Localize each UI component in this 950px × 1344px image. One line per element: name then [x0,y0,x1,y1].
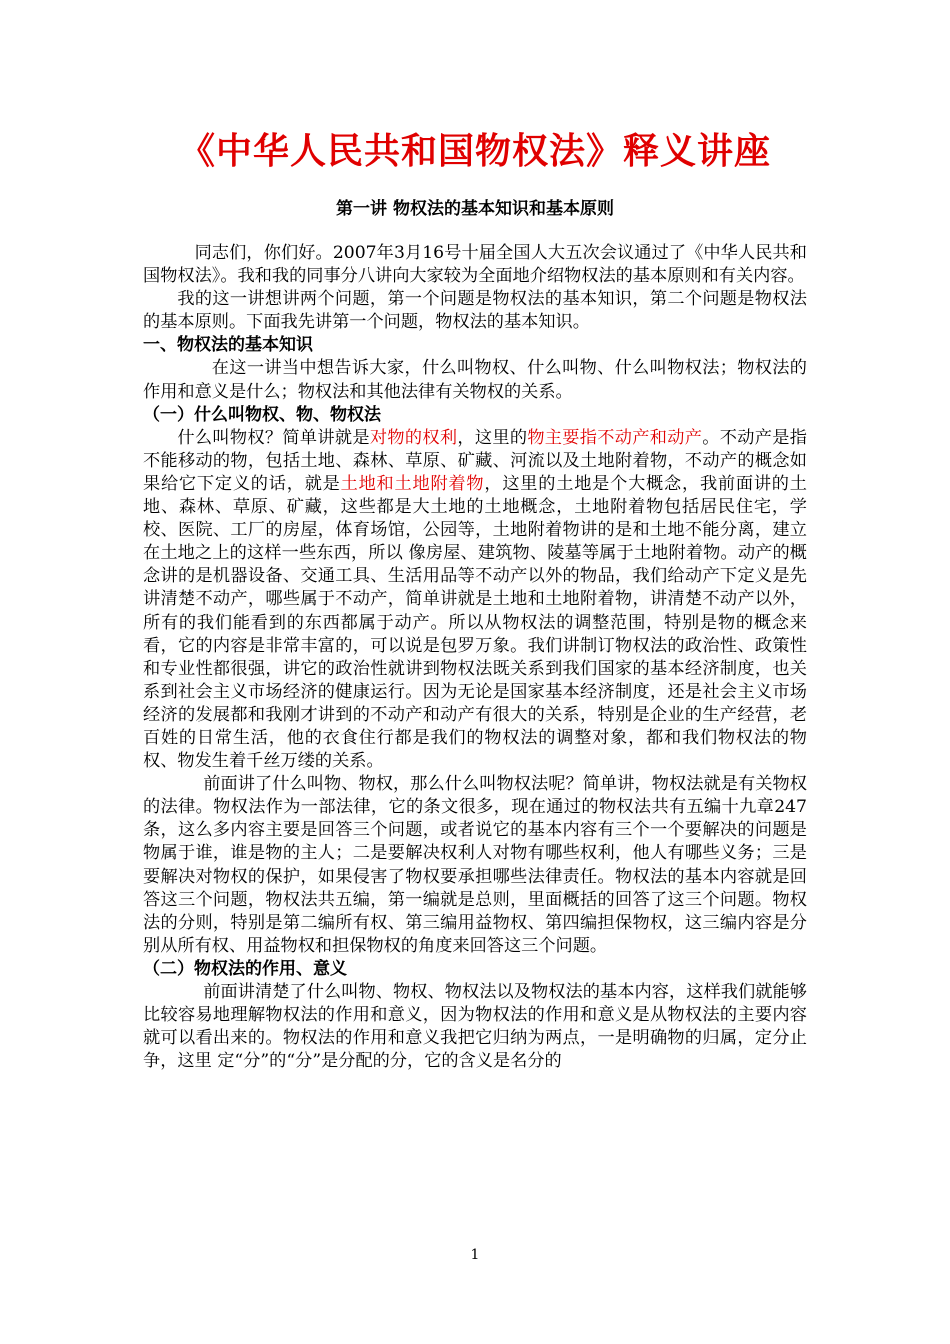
paragraph-property-rights [143,427,807,773]
emphasis-text: 土地和土地附着物 [340,473,485,494]
text-run: 什么叫物权？简单讲就是 [177,427,370,448]
text-run: ，这里的 [457,427,528,448]
emphasis-text: 物主要指不动产和动产 [527,427,703,448]
paragraph-greeting: 同志们，你们好。2007年3月16号十届全国人大五次会议通过了《中华人民共和国物权法》。我和我的同事分八讲向大家较为全面地介绍物权法的基本原则和有关内容。 [143,243,807,287]
paragraph-function: 前面讲清楚了什么叫物、物权、物权法以及物权法的基本内容，这样我们就能够比较容易地理解物权法的作用和意义，因为物权法的作用和意义是从物权法的主要内容就可以看出来的。物权法的作用和意义我把它归纳为两点，一是明确物的归属，定分止争，这里 定“分”的“分”是分配的分，它的含义是名分的 [143,982,807,1072]
paragraph-intro: 在这一讲当中想告诉大家，什么叫物权、什么叫物、什么叫物权法；物权法的作用和意义是什么；物权法和其他法律有关物权的关系。 [143,358,807,402]
document-body [143,240,807,1073]
subsection-heading-2: （二）物权法的作用、意义 [143,958,347,979]
emphasis-text: 对物的权利 [369,427,458,448]
text-run: ，这里的土地是个大概念，我前面讲的土地、森林、草原、矿藏，这些都是大土地的土地概念，土地附着物包括居民住宅，学校、医院、工厂的房屋，体育场馆，公园等，土地附着物讲的是和土地不能分离，建立在土地之上的这样一些东西，所以 像房屋、建筑物、陵墓等属于土地附着物。动产的概念讲的是机器设备、交通工具、生活用品等不动产以外的物品，我们给动产下定义是先讲清楚不动产，哪些属于不动产，简单讲就是土地和土地附着物，讲清楚不动产以外，所有的我们能看到的东西都属于动产。所以从物权法的调整范围，特别是物的概念来看，它的内容是非常丰富的，可以说是包罗万象。我们讲制订物权法的政治性、政策性和专业性都很强，讲它的政治性就讲到物权法既关系到我们国家的基本经济制度，也关系到社会主义市场经济的健康运行。因为无论是国家基本经济制度，还是社会主义市场经济的发展都和我刚才讲到的不动产和动产有很大的关系，特别是企业的生产经营，老百姓的日常生活，他的衣食住行都是我们的物权法的调整对象，都和我们物权法的物权、物发生着千丝万缕的关系。 [143,473,807,772]
document-title: 《中华人民共和国物权法》释义讲座 [178,131,771,172]
page-number: 1 [470,1247,480,1263]
lecture-subtitle: 第一讲 物权法的基本知识和基本原则 [336,199,614,219]
section-heading-1: 一、物权法的基本知识 [143,335,313,356]
paragraph-property-law: 前面讲了什么叫物、物权，那么什么叫物权法呢？简单讲，物权法就是有关物权的法律。物权法作为一部法律，它的条文很多，现在通过的物权法共有五编十九章247条，这么多内容主要是回答三个问题，或者说它的基本内容有三个一个要解决的问题是物属于谁，谁是物的主人；二是要解决权利人对物有哪些权利，他人有哪些义务；三是要解决对物权的保护，如果侵害了物权要承担哪些法律责任。物权法的基本内容就是回答这三个问题，物权法共五编，第一编就是总则，里面概括的回答了这三个问题。物权法的分则，特别是第二编所有权、第三编用益物权、第四编担保物权，这三编内容是分别从所有权、用益物权和担保物权的角度来回答这三个问题。 [143,774,807,956]
subsection-heading-1: （一）什么叫物权、物、物权法 [143,404,381,425]
text-run: 。不动产是指不能移动的物，包括土地、森林、草原、矿藏、河流以及土地附着物，不动产的概念如果给它下定义的话，就是 [143,427,807,494]
paragraph-outline: 我的这一讲想讲两个问题，第一个问题是物权法的基本知识，第二个问题是物权法的基本原则。下面我先讲第一个问题，物权法的基本知识。 [143,289,807,333]
